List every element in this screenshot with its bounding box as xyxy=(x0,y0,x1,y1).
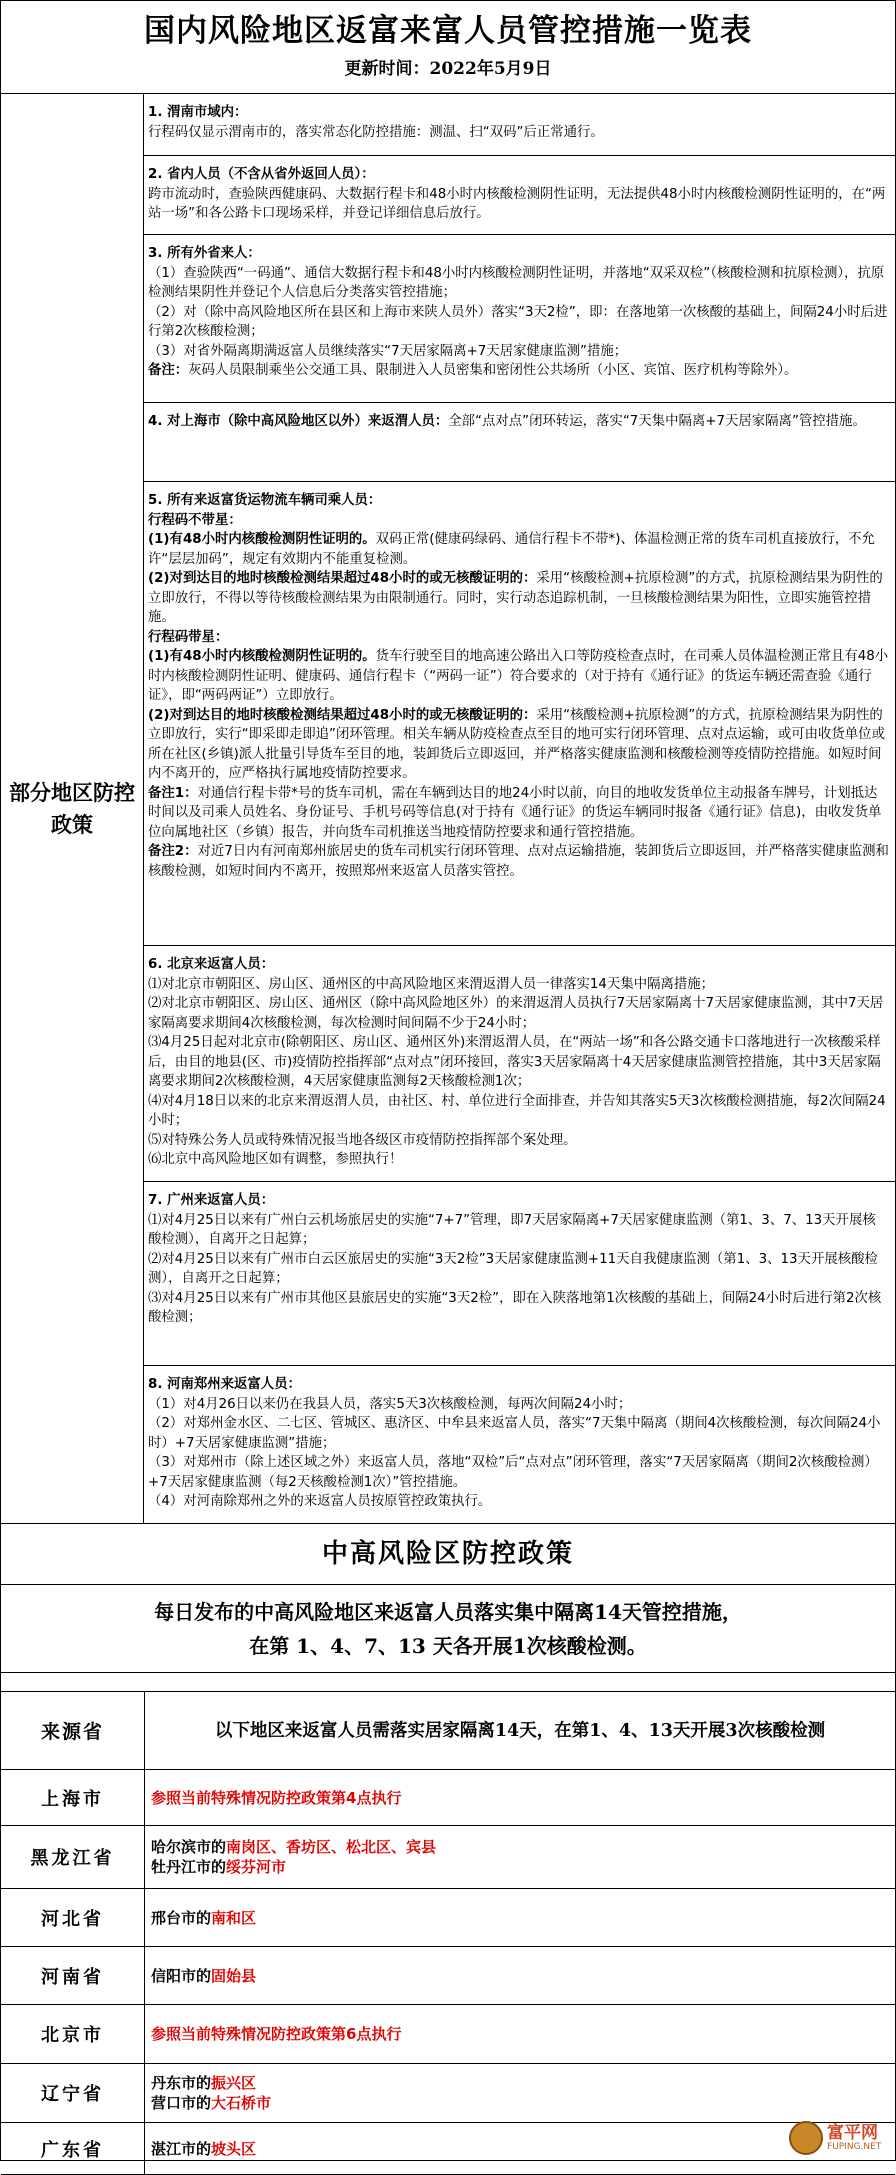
section-item xyxy=(148,569,889,628)
note-label: 备注： xyxy=(148,362,189,378)
section-title: 1. 渭南市域内： xyxy=(148,105,248,120)
province-areas xyxy=(145,2005,895,2063)
table-row xyxy=(1,1947,895,2005)
item-text: 采用“核酸检测+抗原检测”的方式，抗原检测结果为阴性的立即放行，不得以等待核酸检测结果为由限制通行。同时，实行动态追踪机制，一旦核酸检测结果为阳性，立即实施管控措施。 xyxy=(148,571,883,625)
section-weinan xyxy=(144,94,895,156)
section-body: 行程码仅显示渭南市的，落实常态化防控措施：测温、扫“双码”后正常通行。 xyxy=(148,124,604,140)
section-item: ⑸对特殊公务人员或特殊情况报当地各级区市疫情防控指挥部个案处理。 xyxy=(148,1132,577,1148)
section-item: （3）对省外隔离期满返富人员继续落实“7天居家隔离+7天居家健康监测”措施； xyxy=(148,343,628,359)
city-name: 信阳市的 xyxy=(151,1966,212,1985)
section-in-province xyxy=(144,156,895,235)
section-item: （3）对郑州市（除上述区域之外）来返富人员，落地“双检”后“点对点”闭环管理，落实“7天居家隔离（期间2次核酸检测）+7天居家健康监测（每2天核酸检测1次）”管控措施。 xyxy=(148,1455,878,1490)
risk-policy-title: 中高风险区防控政策 xyxy=(1,1524,895,1585)
item-lead: (1)有48小时内核酸检测阴性证明的。 xyxy=(148,532,376,547)
province-areas xyxy=(145,1889,895,1946)
province-areas xyxy=(145,1947,895,2004)
section-title: 6. 北京来返富人员： xyxy=(148,957,275,972)
section-item xyxy=(148,530,889,569)
table-row xyxy=(1,1826,895,1889)
province-areas xyxy=(145,1826,895,1888)
city-line xyxy=(151,1966,889,1986)
province-name: 广东省 xyxy=(1,2123,145,2174)
section-item: （1）对4月26日以来仍在我县人员，落实5天3次核酸检测，每两次间隔24小时； xyxy=(148,1396,632,1412)
city-line xyxy=(151,2093,889,2113)
risk-areas: 南岗区、香坊区、松北区、宾县 xyxy=(226,1838,437,1856)
city-line xyxy=(151,2139,889,2159)
city-name: 牡丹江市的 xyxy=(151,1858,227,1876)
subheading: 行程码不带星： xyxy=(148,512,242,528)
city-name: 哈尔滨市的 xyxy=(151,1838,227,1856)
table-row xyxy=(1,2005,895,2064)
section-item: ⑴对4月25日以来有广州白云机场旅居史的实施“7+7”管理，即7天居家隔离+7天居家健康监测（第1、3、7、13天开展核酸检测），自离开之日起算； xyxy=(148,1212,876,1247)
risk-areas: 大石桥市 xyxy=(211,2094,272,2112)
risk-table-header xyxy=(1,1692,895,1770)
city-name: 邢台市的 xyxy=(151,1908,212,1927)
section-title: 5. 所有来返富货运物流车辆司乘人员： xyxy=(148,493,382,508)
area-text: 参照当前特殊情况防控政策第4点执行 xyxy=(151,1788,402,1807)
section-item: （4）对河南除郑州之外的来返富人员按原管控政策执行。 xyxy=(148,1494,492,1509)
section-note xyxy=(148,842,889,881)
logo-url: FUPING.NET xyxy=(827,2141,882,2152)
section-title: 8. 河南郑州来返富人员： xyxy=(148,1377,301,1392)
logo-name: 富平网 xyxy=(827,2122,878,2143)
province-name: 河南省 xyxy=(1,1947,145,2004)
section-title: 4. 对上海市（除中高风险地区以外）来返渭人员： xyxy=(148,414,449,429)
regional-policy-block xyxy=(1,94,895,1524)
item-lead: (1)有48小时内核酸检测阴性证明的。 xyxy=(148,649,376,664)
section-guangzhou xyxy=(144,1182,895,1366)
province-areas xyxy=(145,1770,895,1825)
section-item: ⑹北京中高风险地区如有调整，参照执行！ xyxy=(148,1152,403,1167)
city-line xyxy=(151,1837,889,1857)
column-header-source: 来源省 xyxy=(1,1692,145,1769)
risk-areas: 绥芬河市 xyxy=(226,1858,287,1876)
section-item: （2）对郑州金水区、二七区、管城区、惠济区、中牟县来返富人员，落实“7天集中隔离（期间4次核酸检测，每次间隔24小时）+7天居家健康监测”措施； xyxy=(148,1416,881,1451)
area-text: 参照当前特殊情况防控政策第6点执行 xyxy=(151,2025,402,2043)
risk-areas: 南和区 xyxy=(211,1908,257,1927)
risk-areas: 固始县 xyxy=(211,1966,257,1985)
item-text: 双码正常(健康码绿码、通信行程卡不带*)、体温检测正常的货车司机直接放行，不允许“层层加码”，规定有效期内不能重复检测。 xyxy=(148,532,875,567)
province-name: 北京市 xyxy=(1,2005,145,2063)
section-body: 跨市流动时，查验陕西健康码、大数据行程卡和48小时内核酸检测阴性证明，无法提供48小时内核酸检测阴性证明的，在“两站一场”和各公路卡口现场采样，并登记详细信息后放行。 xyxy=(148,186,886,221)
item-lead: (2)对到达目的地时核酸检测结果超过48小时的或无核酸证明的： xyxy=(148,707,537,723)
province-name: 辽宁省 xyxy=(1,2064,145,2122)
section-beijing xyxy=(144,946,895,1182)
item-text: 采用“核酸检测+抗原检测”的方式，抗原检测结果为阴性的立即放行，实行“即采即走即追”闭环管理。相关车辆从防疫检查点至目的地可实行闭环管理、点对点运输，或可由收货单位或所在社区(乡镇)派人批量引导货车至目的地，装卸货后立即返回，并严格落实健康监测和核酸检测等疫情防控措施。如短时间内不离开的，应严格执行属地疫情防控要求。 xyxy=(148,707,885,781)
section-item xyxy=(148,706,889,784)
logo-emblem-icon xyxy=(789,2121,823,2155)
section-item: （1）查验陕西“一码通”、通信大数据行程卡和48小时内核酸检测阴性证明，并落地“双采双检”（核酸检测和抗原检测），抗原检测结果阴性并登记个人信息后分类落实管控措施； xyxy=(148,265,885,300)
subheading: 行程码带星： xyxy=(148,629,229,645)
table-row xyxy=(1,1889,895,1947)
regional-policy-label: 部分地区防控政策 xyxy=(1,94,144,1523)
note-body: 对近7日内有河南郑州旅居史的货车司机实行闭环管理、点对点运输措施，装卸货后立即返回，并严格落实健康监测和核酸检测，如短时间内不离开，按照郑州来返富人员落实管控。 xyxy=(148,844,889,879)
section-item xyxy=(148,647,889,706)
site-logo xyxy=(789,2118,887,2158)
section-text: 全部“点对点”闭环转运，落实“7天集中隔离+7天居家隔离”管控措施。 xyxy=(448,414,866,429)
risk-desc-line: 在第 1、4、7、13 天各开展1次核酸检测。 xyxy=(249,1634,647,1658)
table-header xyxy=(1,1,895,94)
section-item: ⑶4月25日起对北京市(除朝阳区、房山区、通州区外)来渭返渭人员，在“两站一场”和各公路交通卡口落地进行一次核酸采样后，由目的地县(区、市)疫情防控指挥部“点对点”闭环接回，落实3天居家隔离十4天居家健康监测管控措施，其中3天居家隔离要求期间2次核酸检测，4天居家健康监测每2天核酸检测1次； xyxy=(148,1035,881,1089)
section-shanghai xyxy=(144,403,895,482)
section-item: ⑷对4月18日以来的北京来渭返渭人员，由社区、村、单位进行全面排查，并告知其落实5天3次核酸检测措施，每2次间隔24小时； xyxy=(148,1093,886,1128)
section-item: （2）对（除中高风险地区所在县区和上海市来陕人员外）落实“3天2检”，即：在落地第一次核酸的基础上，间隔24小时后进行第2次核酸检测； xyxy=(148,304,888,339)
section-note xyxy=(148,361,889,381)
province-areas xyxy=(145,2064,895,2122)
city-line xyxy=(151,1908,889,1928)
table-row xyxy=(1,1770,895,1826)
policy-sections xyxy=(144,94,895,1523)
section-zhengzhou xyxy=(144,1366,895,1523)
section-body xyxy=(148,412,889,432)
city-line xyxy=(151,1857,889,1877)
section-title: 3. 所有外省来人： xyxy=(148,246,261,261)
table-row xyxy=(1,2123,895,2175)
section-freight xyxy=(144,482,895,946)
section-item: ⑵对北京市朝阳区、房山区、通州区（除中高风险地区外）的来渭返渭人员执行7天居家隔离十7天居家健康监测，其中7天居家隔离要求期间4次核酸检测，每次检测时间间隔不少于24小时； xyxy=(148,996,884,1031)
column-header-areas: 以下地区来返富人员需落实居家隔离14天，在第1、4、13天开展3次核酸检测 xyxy=(214,1720,826,1741)
section-title: 2. 省内人员（不含从省外返回人员）： xyxy=(148,167,375,182)
note-body: 对通信行程卡带*号的货车司机，需在车辆到达目的地24小时以前，向目的地收发货单位主动报备车牌号，计划抵达时间以及司乘人员姓名、身份证号、手机号码等信息(对于持有《通行证》的货运车辆同时报备《通行证》信息)，由收发货单位向属地社区（乡镇）报告，并向货车司机推送当地疫情防控要求和通行管控措施。 xyxy=(148,785,882,840)
province-name: 河北省 xyxy=(1,1889,145,1946)
item-text: 货车行驶至目的地高速公路出入口等防疫检查点时，在司乘人员体温检测正常且有48小时内核酸检测阴性证明、健康码、通信行程卡（“两码一证”）符合要求的（对于持有《通行证》的货运车辆还需查验《通行证》，即“两码两证”）立即放行。 xyxy=(148,649,889,703)
section-note xyxy=(148,784,889,843)
city-line xyxy=(151,2073,889,2093)
province-name: 上海市 xyxy=(1,1770,145,1825)
province-name: 黑龙江省 xyxy=(1,1826,145,1888)
province-areas xyxy=(145,2123,895,2174)
section-item: ⑴对北京市朝阳区、房山区、通州区的中高风险地区来渭返渭人员一律落实14天集中隔离措施； xyxy=(148,976,715,992)
section-out-of-province xyxy=(144,235,895,403)
city-name: 营口市的 xyxy=(151,2094,212,2112)
item-lead: (2)对到达目的地时核酸检测结果超过48小时的或无核酸证明的： xyxy=(148,571,537,586)
note-label: 备注2： xyxy=(148,844,198,859)
note-label: 备注1： xyxy=(148,785,198,801)
update-time: 更新时间：2022年5月9日 xyxy=(344,59,552,79)
section-item: ⑶对4月25日以来有广州市其他区县旅居史的实施“3天2检”，即在入陕落地第1次核酸的基础上，间隔24小时后进行第2次核酸检测； xyxy=(148,1290,882,1325)
logo-text xyxy=(827,2124,881,2153)
note-body: 灰码人员限制乘坐公交通工具、限制进入人员密集和密闭性公共场所（小区、宾馆、医疗机构等除外）。 xyxy=(188,363,798,378)
section-title: 7. 广州来返富人员： xyxy=(148,1193,275,1208)
table-row xyxy=(1,2064,895,2123)
city-name: 湛江市的 xyxy=(151,2139,212,2158)
risk-desc-line: 每日发布的中高风险地区来返富人员落实集中隔离14天管控措施， xyxy=(154,1600,742,1624)
section-item: ⑵对4月25日以来有广州市白云区旅居史的实施“3天2检”3天居家健康监测+11天自我健康监测（第1、3、13天开展核酸检测），自离开之日起算； xyxy=(148,1251,878,1286)
risk-areas: 振兴区 xyxy=(211,2074,257,2092)
risk-areas: 坡头区 xyxy=(211,2139,257,2158)
city-name: 丹东市的 xyxy=(151,2074,212,2092)
page-title: 国内风险地区返富来富人员管控措施一览表 xyxy=(144,13,752,49)
spacer-row xyxy=(1,1673,895,1692)
risk-policy-description xyxy=(1,1585,895,1673)
